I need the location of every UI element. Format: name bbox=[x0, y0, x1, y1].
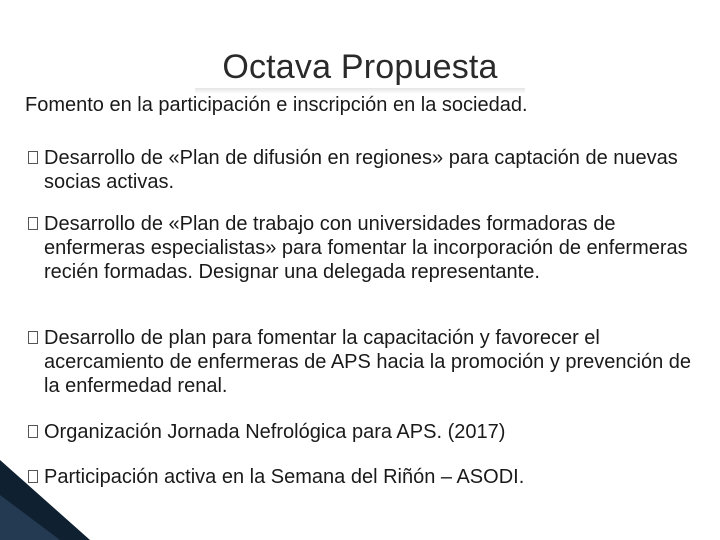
bullet-item bbox=[28, 326, 708, 398]
square-bullet-icon bbox=[28, 331, 38, 344]
bullet-text: Organización Jornada Nefrológica para APS. (2017) bbox=[44, 421, 506, 443]
bullet-text: Desarrollo de plan para fomentar la capacitación y favorecer el acercamiento de enfermeras de APS hacia la promoción y prevención de la enfermedad renal. bbox=[44, 327, 692, 397]
square-bullet-icon bbox=[28, 151, 38, 164]
bullet-text: Desarrollo de «Plan de difusión en regiones» para captación de nuevas socias activas. bbox=[44, 147, 678, 193]
square-bullet-icon bbox=[28, 425, 38, 438]
slide-subtitle: Fomento en la participación e inscripción en la sociedad. bbox=[25, 94, 528, 116]
bullet-text: Participación activa en la Semana del Riñón – ASODI. bbox=[44, 466, 525, 488]
square-bullet-icon bbox=[28, 217, 38, 230]
bullet-item bbox=[28, 212, 708, 284]
bullet-item bbox=[28, 465, 708, 489]
slide-title: Octava Propuesta bbox=[222, 48, 498, 86]
bullet-item bbox=[28, 146, 708, 194]
bullet-item bbox=[28, 420, 708, 444]
bullet-text: Desarrollo de «Plan de trabajo con universidades formadoras de enfermeras especialistas» para fomentar la incorporación de enfermeras recién formadas. Designar una delegada representante. bbox=[44, 213, 688, 283]
corner-decoration-inner bbox=[0, 495, 60, 540]
